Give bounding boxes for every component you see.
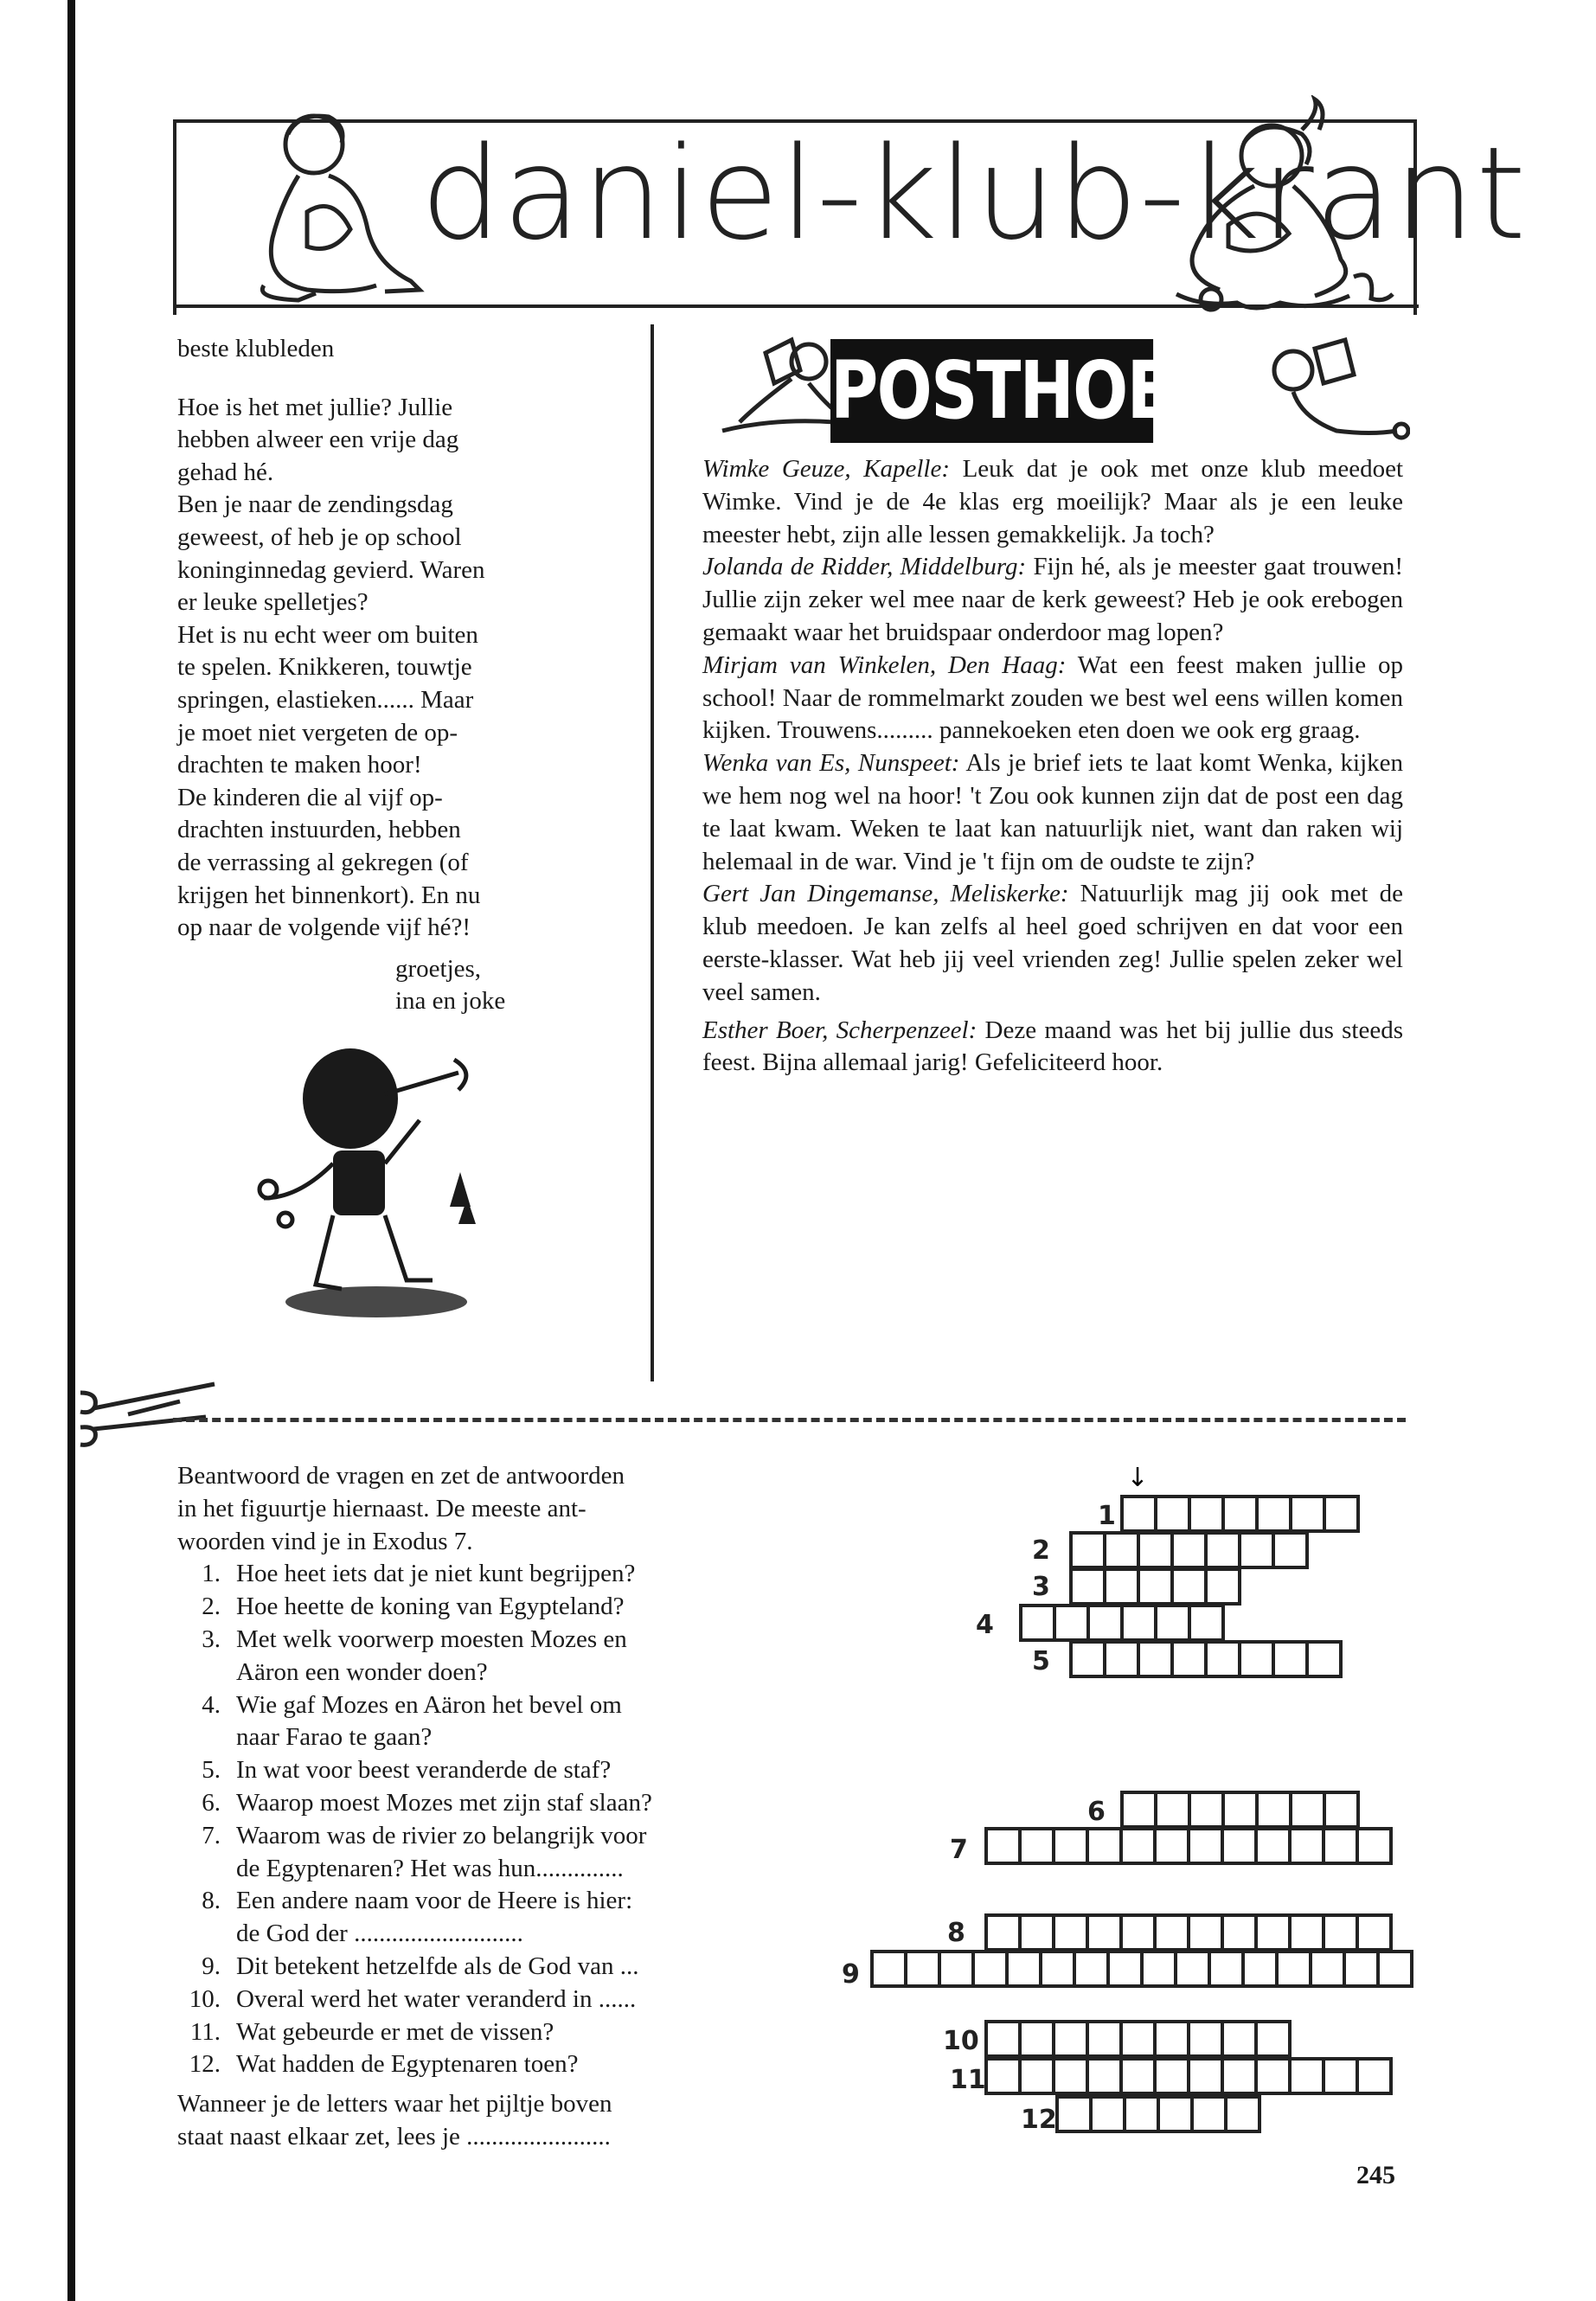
crossword-cell <box>1054 2059 1087 2093</box>
crossword-cell <box>1142 1952 1176 1986</box>
letter-line: koninginnedag gevierd. Waren <box>177 555 485 584</box>
crossword-cell <box>1121 2059 1155 2093</box>
letter-reply: Als je brief iets te laat komt Wenka, kijken we hem nog wel na hoor! 't Zou ook kunnen zijn dat de post een dag te laat kwam. Weken te laat kan natuurlijk niet, want dan raken wij helemaal in de war. Vind je 't fijn om de oudste te zijn? <box>702 749 1403 875</box>
crossword-cell <box>1223 1497 1257 1531</box>
crossword-cell <box>1189 1606 1223 1640</box>
letter-entry <box>702 878 1403 1009</box>
crossword-cell <box>1257 1497 1291 1531</box>
crossword-cell <box>1087 2022 1121 2056</box>
quiz-question <box>177 1754 835 1787</box>
crossword-cell <box>1311 1952 1344 1986</box>
crossword-cell <box>1256 1915 1290 1950</box>
crossword-row-label: 2 <box>1032 1535 1050 1566</box>
crossword-cell <box>1222 2022 1256 2056</box>
crossword-cell <box>1192 2097 1226 2131</box>
quiz-question <box>177 1787 835 1820</box>
crossword-cell <box>1041 1952 1074 1986</box>
question-number: 5. <box>202 1756 221 1785</box>
question-number: 10. <box>189 1984 221 2013</box>
girl-illustration <box>1142 95 1419 320</box>
letter-author: Jolanda de Ridder, Middelburg: <box>702 553 1027 581</box>
crossword-row-label: 12 <box>1021 2105 1057 2135</box>
crossword-cell <box>1138 1533 1172 1567</box>
crossword-cell <box>1074 1952 1108 1986</box>
quiz-intro-line: woorden vind je in Exodus 7. <box>177 1527 473 1555</box>
crossword-row-label: 8 <box>947 1918 965 1948</box>
crossword-cell <box>1054 1829 1087 1863</box>
question-text: naar Farao te gaan? <box>236 1723 433 1752</box>
letter-line: De kinderen die al vijf op- <box>177 783 443 811</box>
crossword-cell <box>1307 1642 1341 1676</box>
crossword-cell <box>1324 2059 1357 2093</box>
quiz-outro-line: Wanneer je de letters waar het pijltje boven <box>177 2090 612 2118</box>
quiz-question <box>177 1984 835 2016</box>
crossword-cell <box>1172 1642 1206 1676</box>
crossword-cell <box>872 1952 906 1986</box>
crossword-cell <box>1071 1569 1105 1604</box>
letter-line: drachten instuurden, hebben <box>177 816 461 844</box>
crossword-cell <box>1290 2059 1324 2093</box>
letter-entry <box>702 1015 1403 1080</box>
question-number: 8. <box>202 1887 221 1915</box>
crossword-cell <box>1324 1829 1357 1863</box>
letter-author: Gert Jan Dingemanse, Meliskerke: <box>702 880 1069 908</box>
crossword-cell <box>1155 1829 1189 1863</box>
crossword-cell <box>1189 1915 1222 1950</box>
crossword-cell <box>1324 1792 1358 1827</box>
crossword-cell <box>1256 2022 1290 2056</box>
question-number: 4. <box>202 1690 221 1719</box>
crossword-cell <box>1189 2022 1222 2056</box>
crossword-cell <box>1105 1533 1138 1567</box>
crossword-cell <box>1155 2022 1189 2056</box>
letter-author: Mirjam van Winkelen, Den Haag: <box>702 651 1067 679</box>
page-margin-rule <box>67 0 75 2301</box>
crossword-cell <box>1226 2097 1259 2131</box>
quiz-question <box>177 1885 835 1951</box>
crossword-cell <box>1291 1792 1324 1827</box>
quiz-intro-line: Beantwoord de vragen en zet de antwoorden <box>177 1462 625 1490</box>
crossword-cell <box>1206 1569 1240 1604</box>
crossword-cell <box>1206 1642 1240 1676</box>
crossword-cell <box>1087 2059 1121 2093</box>
letter-entry <box>702 747 1403 878</box>
crossword-row-label: 5 <box>1032 1646 1050 1676</box>
crossword-cell <box>986 1829 1020 1863</box>
crossword-cell <box>1378 1952 1412 1986</box>
letter-line: geweest, of heb je op school <box>177 522 462 551</box>
crossword-cell <box>1125 2097 1158 2131</box>
reading-figure-right-illustration <box>1267 336 1410 448</box>
letter-author: Esther Boer, Scherpenzeel: <box>702 1016 977 1044</box>
quiz-intro-line: in het figuurtje hiernaast. De meeste ant- <box>177 1494 586 1522</box>
crossword-cell <box>1156 1497 1189 1531</box>
question-text: de God der ........................... <box>236 1920 523 1948</box>
newspaper-title: daniel-klub-krant <box>420 119 1528 268</box>
question-number: 7. <box>202 1821 221 1849</box>
crossword-row-label: 11 <box>950 2065 986 2095</box>
crossword-cell <box>986 1915 1020 1950</box>
crossword-grid <box>830 1462 1436 2171</box>
crossword-cell <box>1054 2022 1087 2056</box>
crossword-cell <box>1155 2059 1189 2093</box>
letter-to-members <box>177 333 614 1018</box>
crossword-cell <box>1324 1497 1358 1531</box>
trumpet-child-illustration <box>247 1034 506 1319</box>
letter-line: springen, elastieken...... Maar <box>177 685 474 714</box>
letter-reply: Fijn hé, als je meester gaat trouwen! Jullie zijn zeker wel mee naar de kerk geweest? Heb je ook erebogen gemaakt waar het bruidspaar onderdoor mag lopen? <box>702 553 1404 646</box>
page-number: 245 <box>1356 2161 1395 2189</box>
question-text: Wie gaf Mozes en Aäron het bevel om <box>236 1690 622 1719</box>
crossword-cell <box>1209 1952 1243 1986</box>
letter-reply: Leuk dat je ook met onze klub meedoet Wimke. Vind je de 4e klas erg moeilijk? Maar als je een leuke meester hebt, zijn alle lessen gemakkelijk. Ja toch? <box>702 455 1404 548</box>
question-number: 1. <box>202 1560 221 1588</box>
crossword-cell <box>1071 1642 1105 1676</box>
question-text: Overal werd het water veranderd in ...... <box>236 1984 637 2013</box>
letter-author: Wenka van Es, Nunspeet: <box>702 749 960 778</box>
letter-line: je moet niet vergeten de op- <box>177 718 458 747</box>
crossword-cell <box>1189 1829 1222 1863</box>
letter-line: krijgen het binnenkort). En nu <box>177 881 481 909</box>
crossword-cell <box>939 1952 973 1986</box>
quiz-outro-line: staat naast elkaar zet, lees je ....................... <box>177 2122 611 2150</box>
letter-line: Hoe is het met jullie? Jullie <box>177 393 453 421</box>
crossword-cell <box>1357 1829 1391 1863</box>
letter-line: de verrassing al gekregen (of <box>177 848 469 876</box>
crossword-cell <box>1290 1829 1324 1863</box>
crossword-cell <box>1121 2022 1155 2056</box>
question-text: Dit betekent hetzelfde als de God van ... <box>236 1952 639 1980</box>
letter-entry <box>702 453 1403 551</box>
question-number: 6. <box>202 1788 221 1817</box>
question-text: Hoe heette de koning van Egypteland? <box>236 1593 625 1621</box>
letter-line: er leuke spelletjes? <box>177 588 369 617</box>
boy-illustration <box>247 108 428 307</box>
crossword-cell <box>1122 1792 1156 1827</box>
crossword-cell <box>1158 2097 1192 2131</box>
crossword-cell <box>1121 1829 1155 1863</box>
crossword-row-label: 9 <box>842 1959 860 1990</box>
crossword-cell <box>1256 2059 1290 2093</box>
crossword-cell <box>1156 1792 1189 1827</box>
letter-greeting: beste klubleden <box>177 335 335 362</box>
quiz-questions <box>177 1558 835 2081</box>
quiz-question <box>177 1624 835 1689</box>
letter-line: Ben je naar de zendingsdag <box>177 490 453 519</box>
crossword-cell <box>1121 1915 1155 1950</box>
crossword-cell <box>1020 1829 1054 1863</box>
crossword-cell <box>1243 1952 1277 1986</box>
cut-line <box>173 1418 1406 1422</box>
letter-author: Wimke Geuze, Kapelle: <box>702 455 951 483</box>
crossword-cell <box>1057 2097 1091 2131</box>
quiz-question <box>177 1820 835 1886</box>
crossword-row-label: 1 <box>1098 1501 1116 1531</box>
letter-line: hebben alweer een vrije dag <box>177 426 459 454</box>
crossword-cell <box>1240 1642 1273 1676</box>
question-number: 9. <box>202 1952 221 1980</box>
crossword-cell <box>1273 1533 1307 1567</box>
crossword-cell <box>1189 1497 1223 1531</box>
question-text: de Egyptenaren? Het was hun.............. <box>236 1854 624 1882</box>
letter-line: te spelen. Knikkeren, touwtje <box>177 653 472 682</box>
question-text: Aäron een wonder doen? <box>236 1657 488 1686</box>
crossword-cell <box>1087 1829 1121 1863</box>
crossword-cell <box>1020 1915 1054 1950</box>
crossword-cell <box>1091 2097 1125 2131</box>
question-number: 3. <box>202 1625 221 1653</box>
crossword-cell <box>1240 1533 1273 1567</box>
crossword-cell <box>1105 1569 1138 1604</box>
crossword-cell <box>1156 1606 1189 1640</box>
crossword-cell <box>1108 1952 1142 1986</box>
crossword-cell <box>1223 1792 1257 1827</box>
crossword-cell <box>1257 1792 1291 1827</box>
quiz-question <box>177 1591 835 1624</box>
posthoekje-letters <box>702 453 1403 1080</box>
crossword-cell <box>1256 1829 1290 1863</box>
crossword-row-label: 6 <box>1087 1797 1106 1827</box>
letter-reply: Wat een feest maken jullie op school! Naar de rommelmarkt zouden we best wel eens willen komen kijken. Trouwens......... pannekoeken eten doen we ook erg graag. <box>702 651 1403 745</box>
crossword-cell <box>1138 1569 1172 1604</box>
crossword-cell <box>1021 1606 1054 1640</box>
crossword-cell <box>986 2022 1020 2056</box>
quiz-section <box>177 1460 835 2154</box>
question-text: In wat voor beest veranderde de staf? <box>236 1756 612 1785</box>
letter-line: drachten te maken hoor! <box>177 751 422 779</box>
crossword-cell <box>1206 1533 1240 1567</box>
crossword-cell <box>1020 2059 1054 2093</box>
crossword-cell <box>1105 1642 1138 1676</box>
crossword-cell <box>1138 1642 1172 1676</box>
crossword-cell <box>1277 1952 1311 1986</box>
question-number: 2. <box>202 1593 221 1621</box>
crossword-row-label: 3 <box>1032 1572 1050 1602</box>
crossword-row-label: 10 <box>943 2026 979 2056</box>
question-number: 12. <box>189 2050 221 2079</box>
question-text: Waarop moest Mozes met zijn staf slaan? <box>236 1788 652 1817</box>
letter-entry <box>702 551 1403 649</box>
question-text: Hoe heet iets dat je niet kunt begrijpen? <box>236 1560 636 1588</box>
crossword-cell <box>1291 1497 1324 1531</box>
crossword-cell <box>1222 1829 1256 1863</box>
crossword-cell <box>1189 1792 1223 1827</box>
quiz-question <box>177 1689 835 1755</box>
crossword-cell <box>1155 1915 1189 1950</box>
crossword-cell <box>1172 1533 1206 1567</box>
crossword-cell <box>906 1952 939 1986</box>
column-divider <box>651 324 654 1381</box>
letter-line: gehad hé. <box>177 458 274 486</box>
letter-line: Het is nu echt weer om buiten <box>177 620 478 649</box>
crossword-row-label: 7 <box>950 1835 968 1865</box>
crossword-cell <box>1122 1606 1156 1640</box>
question-text: Waarom was de rivier zo belangrijk voor <box>236 1821 647 1849</box>
question-text: Wat hadden de Egyptenaren toen? <box>236 2050 579 2079</box>
crossword-cell <box>1071 1533 1105 1567</box>
crossword-cell <box>1176 1952 1209 1986</box>
crossword-row-label: 4 <box>976 1610 994 1640</box>
crossword-cell <box>1088 1606 1122 1640</box>
question-text: Een andere naam voor de Heere is hier: <box>236 1887 633 1915</box>
crossword-cell <box>1357 2059 1391 2093</box>
quiz-question <box>177 1951 835 1984</box>
posthoekje-heading: POSTHOEKJE <box>830 339 1153 443</box>
quiz-question <box>177 2016 835 2049</box>
letter-line: op naar de volgende vijf hé?! <box>177 913 471 942</box>
crossword-cell <box>1007 1952 1041 1986</box>
crossword-cell <box>1122 1497 1156 1531</box>
letter-signature: ina en joke <box>395 987 506 1016</box>
crossword-cell <box>1290 1915 1324 1950</box>
question-text: Met welk voorwerp moesten Mozes en <box>236 1625 627 1653</box>
crossword-cell <box>1357 1915 1391 1950</box>
crossword-cell <box>1020 2022 1054 2056</box>
letter-reply: Deze maand was het bij jullie dus steeds feest. Bijna allemaal jarig! Gefeliciteerd hoor. <box>702 1016 1404 1077</box>
quiz-question <box>177 1558 835 1591</box>
question-text: Wat gebeurde er met de vissen? <box>236 2017 554 2046</box>
crossword-cell <box>1273 1642 1307 1676</box>
crossword-cell <box>1189 2059 1222 2093</box>
crossword-cell <box>1054 1606 1088 1640</box>
quiz-question <box>177 2048 835 2081</box>
crossword-cell <box>1222 1915 1256 1950</box>
crossword-cell <box>973 1952 1007 1986</box>
letter-reply: Natuurlijk mag jij ook met de klub meedoen. Je kan zelfs al heel goed schrijven en dat voor een eerste-klasser. Wat heb jij veel vrienden zeg! Jullie spelen zeker wel veel samen. <box>702 880 1403 1006</box>
crossword-cell <box>1054 1915 1087 1950</box>
crossword-cell <box>1172 1569 1206 1604</box>
crossword-cell <box>1222 2059 1256 2093</box>
letter-entry <box>702 650 1403 747</box>
crossword-cell <box>986 2059 1020 2093</box>
crossword-cell <box>1324 1915 1357 1950</box>
crossword-arrow: ↓ <box>1126 1463 1149 1493</box>
crossword-cell <box>1344 1952 1378 1986</box>
question-number: 11. <box>189 2017 221 2046</box>
crossword-cell <box>1087 1915 1121 1950</box>
letter-closing: groetjes, <box>395 954 482 983</box>
